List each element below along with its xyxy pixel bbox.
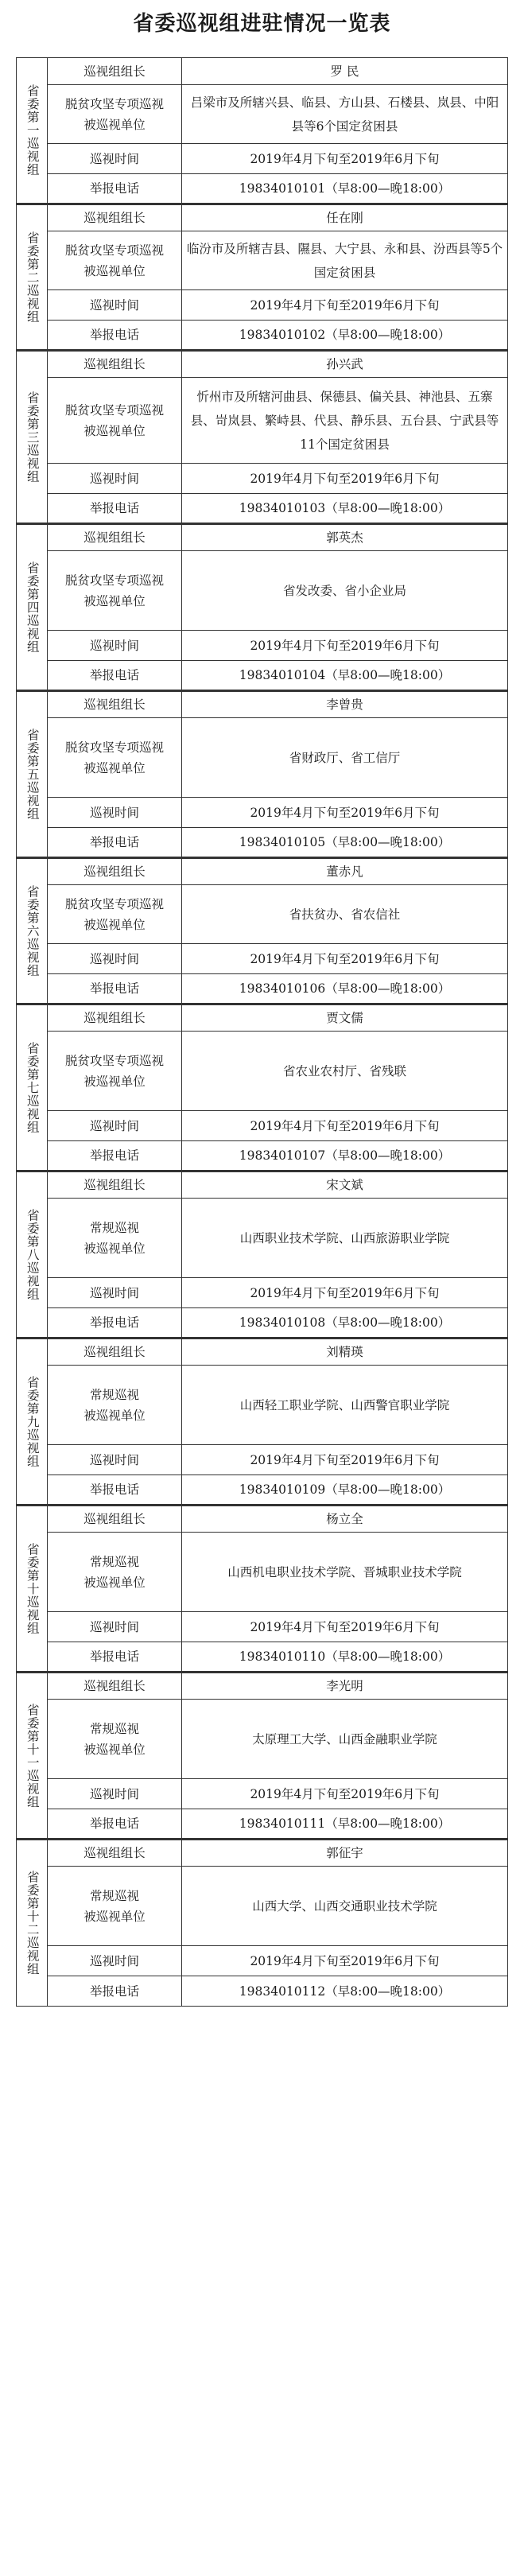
time-value: 2019年4月下旬至2019年6月下旬 bbox=[182, 1612, 508, 1642]
leader-label: 巡视组组长 bbox=[48, 1339, 182, 1366]
leader-value: 杨立全 bbox=[182, 1506, 508, 1533]
units-label: 被巡视单位 bbox=[83, 1408, 146, 1423]
phone-label: 举报电话 bbox=[48, 1809, 182, 1840]
phone-label: 举报电话 bbox=[48, 1475, 182, 1506]
table-row bbox=[17, 1308, 508, 1339]
time-value: 2019年4月下旬至2019年6月下旬 bbox=[182, 1445, 508, 1475]
units-value: 省发改委、省小企业局 bbox=[182, 551, 508, 631]
leader-value: 罗 民 bbox=[182, 58, 508, 85]
phone-value: 19834010106（早8:00—晚18:00） bbox=[182, 974, 508, 1004]
time-value: 2019年4月下旬至2019年6月下旬 bbox=[182, 464, 508, 494]
time-label: 巡视时间 bbox=[48, 464, 182, 494]
phone-value: 19834010109（早8:00—晚18:00） bbox=[182, 1475, 508, 1506]
group-name: 省委第四巡视组 bbox=[25, 561, 40, 654]
table-row bbox=[17, 1506, 508, 1533]
phone-value: 19834010101（早8:00—晚18:00） bbox=[182, 174, 508, 204]
units-value: 省财政厅、省工信厅 bbox=[182, 718, 508, 798]
phone-label: 举报电话 bbox=[48, 828, 182, 858]
inspection-type-label: 脱贫攻坚专项巡视 bbox=[64, 243, 164, 258]
group-name-cell bbox=[17, 1171, 48, 1339]
table-row bbox=[17, 1809, 508, 1840]
units-value: 吕梁市及所辖兴县、临县、方山县、石楼县、岚县、中阳县等6个国定贫困县 bbox=[182, 85, 508, 144]
type-label-cell bbox=[48, 718, 182, 798]
table-row bbox=[17, 798, 508, 828]
type-label-cell bbox=[48, 1533, 182, 1612]
table-row bbox=[17, 378, 508, 464]
table-row bbox=[17, 691, 508, 718]
inspection-type-label: 常规巡视 bbox=[89, 1888, 139, 1903]
time-label: 巡视时间 bbox=[48, 1946, 182, 1976]
type-label-cell bbox=[48, 885, 182, 944]
table-row bbox=[17, 1111, 508, 1141]
table-row bbox=[17, 321, 508, 351]
phone-value: 19834010111（早8:00—晚18:00） bbox=[182, 1809, 508, 1840]
group-name: 省委第五巡视组 bbox=[25, 728, 40, 821]
type-label-cell bbox=[48, 1867, 182, 1946]
leader-label: 巡视组组长 bbox=[48, 1506, 182, 1533]
leader-label: 巡视组组长 bbox=[48, 1840, 182, 1867]
table-row bbox=[17, 1278, 508, 1308]
time-value: 2019年4月下旬至2019年6月下旬 bbox=[182, 1278, 508, 1308]
table-row bbox=[17, 1032, 508, 1111]
phone-value: 19834010112（早8:00—晚18:00） bbox=[182, 1976, 508, 2007]
leader-value: 董赤凡 bbox=[182, 858, 508, 885]
leader-value: 郭英杰 bbox=[182, 524, 508, 551]
table-row bbox=[17, 1700, 508, 1779]
table-row bbox=[17, 1533, 508, 1612]
units-label: 被巡视单位 bbox=[83, 1241, 146, 1256]
inspection-table bbox=[16, 57, 508, 2007]
phone-value: 19834010104（早8:00—晚18:00） bbox=[182, 661, 508, 691]
time-label: 巡视时间 bbox=[48, 1278, 182, 1308]
phone-label: 举报电话 bbox=[48, 1308, 182, 1339]
leader-label: 巡视组组长 bbox=[48, 1171, 182, 1199]
time-value: 2019年4月下旬至2019年6月下旬 bbox=[182, 290, 508, 321]
table-row bbox=[17, 174, 508, 204]
type-label-cell bbox=[48, 1700, 182, 1779]
group-name-cell bbox=[17, 1506, 48, 1673]
phone-label: 举报电话 bbox=[48, 974, 182, 1004]
table-row bbox=[17, 204, 508, 231]
group-name: 省委第十二巡视组 bbox=[25, 1871, 40, 1976]
table-row bbox=[17, 1366, 508, 1445]
group-name-cell bbox=[17, 524, 48, 691]
type-label-cell bbox=[48, 378, 182, 464]
leader-value: 李光明 bbox=[182, 1673, 508, 1700]
time-label: 巡视时间 bbox=[48, 944, 182, 974]
group-name-cell bbox=[17, 204, 48, 351]
phone-label: 举报电话 bbox=[48, 174, 182, 204]
inspection-type-label: 常规巡视 bbox=[89, 1554, 139, 1569]
inspection-type-label: 常规巡视 bbox=[89, 1220, 139, 1235]
leader-label: 巡视组组长 bbox=[48, 858, 182, 885]
group-name-cell bbox=[17, 1673, 48, 1840]
time-value: 2019年4月下旬至2019年6月下旬 bbox=[182, 1946, 508, 1976]
inspection-type-label: 脱贫攻坚专项巡视 bbox=[64, 1053, 164, 1068]
group-name: 省委第二巡视组 bbox=[25, 231, 40, 324]
inspection-type-label: 脱贫攻坚专项巡视 bbox=[64, 573, 164, 588]
table-row bbox=[17, 1171, 508, 1199]
table-row bbox=[17, 464, 508, 494]
time-value: 2019年4月下旬至2019年6月下旬 bbox=[182, 944, 508, 974]
table-row bbox=[17, 1339, 508, 1366]
units-label: 被巡视单位 bbox=[83, 263, 146, 278]
units-label: 被巡视单位 bbox=[83, 1074, 146, 1089]
units-label: 被巡视单位 bbox=[83, 1909, 146, 1924]
table-row bbox=[17, 231, 508, 290]
leader-value: 孙兴武 bbox=[182, 351, 508, 378]
time-value: 2019年4月下旬至2019年6月下旬 bbox=[182, 798, 508, 828]
units-label: 被巡视单位 bbox=[83, 1575, 146, 1590]
units-value: 山西大学、山西交通职业技术学院 bbox=[182, 1867, 508, 1946]
table-row bbox=[17, 631, 508, 661]
group-name: 省委第一巡视组 bbox=[25, 84, 40, 177]
leader-label: 巡视组组长 bbox=[48, 524, 182, 551]
time-label: 巡视时间 bbox=[48, 1445, 182, 1475]
table-body bbox=[17, 58, 508, 2007]
group-name: 省委第三巡视组 bbox=[25, 390, 40, 484]
type-label-cell bbox=[48, 85, 182, 144]
time-label: 巡视时间 bbox=[48, 631, 182, 661]
table-row bbox=[17, 1779, 508, 1809]
inspection-type-label: 脱贫攻坚专项巡视 bbox=[64, 402, 164, 418]
phone-value: 19834010102（早8:00—晚18:00） bbox=[182, 321, 508, 351]
time-label: 巡视时间 bbox=[48, 1612, 182, 1642]
time-value: 2019年4月下旬至2019年6月下旬 bbox=[182, 631, 508, 661]
phone-value: 19834010105（早8:00—晚18:00） bbox=[182, 828, 508, 858]
group-name: 省委第十巡视组 bbox=[25, 1542, 40, 1635]
table-row bbox=[17, 661, 508, 691]
units-value: 太原理工大学、山西金融职业学院 bbox=[182, 1700, 508, 1779]
leader-value: 刘精瑛 bbox=[182, 1339, 508, 1366]
table-row bbox=[17, 1199, 508, 1278]
group-name: 省委第七巡视组 bbox=[25, 1041, 40, 1134]
table-row bbox=[17, 828, 508, 858]
group-name-cell bbox=[17, 351, 48, 524]
table-row bbox=[17, 718, 508, 798]
leader-label: 巡视组组长 bbox=[48, 58, 182, 85]
table-row bbox=[17, 551, 508, 631]
table-row bbox=[17, 1867, 508, 1946]
units-label: 被巡视单位 bbox=[83, 593, 146, 608]
leader-label: 巡视组组长 bbox=[48, 1673, 182, 1700]
leader-label: 巡视组组长 bbox=[48, 691, 182, 718]
table-row bbox=[17, 1612, 508, 1642]
units-value: 山西轻工职业学院、山西警官职业学院 bbox=[182, 1366, 508, 1445]
table-row bbox=[17, 494, 508, 524]
leader-value: 任在刚 bbox=[182, 204, 508, 231]
units-value: 忻州市及所辖河曲县、保德县、偏关县、神池县、五寨县、岢岚县、繁峙县、代县、静乐县、五台县、宁武县等11个国定贫困县 bbox=[182, 378, 508, 464]
units-value: 山西机电职业技术学院、晋城职业技术学院 bbox=[182, 1533, 508, 1612]
inspection-type-label: 脱贫攻坚专项巡视 bbox=[64, 896, 164, 911]
type-label-cell bbox=[48, 231, 182, 290]
units-label: 被巡视单位 bbox=[83, 917, 146, 932]
inspection-type-label: 常规巡视 bbox=[89, 1387, 139, 1402]
table-row bbox=[17, 1946, 508, 1976]
group-name: 省委第六巡视组 bbox=[25, 884, 40, 977]
time-value: 2019年4月下旬至2019年6月下旬 bbox=[182, 1111, 508, 1141]
phone-value: 19834010107（早8:00—晚18:00） bbox=[182, 1141, 508, 1171]
inspection-type-label: 常规巡视 bbox=[89, 1721, 139, 1736]
type-label-cell bbox=[48, 1366, 182, 1445]
group-name-cell bbox=[17, 1004, 48, 1171]
phone-label: 举报电话 bbox=[48, 661, 182, 691]
units-value: 省扶贫办、省农信社 bbox=[182, 885, 508, 944]
table-row bbox=[17, 1642, 508, 1673]
time-label: 巡视时间 bbox=[48, 290, 182, 321]
time-value: 2019年4月下旬至2019年6月下旬 bbox=[182, 144, 508, 174]
table-row bbox=[17, 944, 508, 974]
table-row bbox=[17, 1475, 508, 1506]
phone-label: 举报电话 bbox=[48, 1642, 182, 1673]
time-label: 巡视时间 bbox=[48, 144, 182, 174]
table-row bbox=[17, 1141, 508, 1171]
inspection-type-label: 脱贫攻坚专项巡视 bbox=[64, 740, 164, 755]
time-label: 巡视时间 bbox=[48, 798, 182, 828]
units-label: 被巡视单位 bbox=[83, 760, 146, 775]
units-value: 临汾市及所辖吉县、隰县、大宁县、永和县、汾西县等5个国定贫困县 bbox=[182, 231, 508, 290]
page-title: 省委巡视组进驻情况一览表 bbox=[133, 12, 391, 36]
phone-label: 举报电话 bbox=[48, 1141, 182, 1171]
group-name-cell bbox=[17, 691, 48, 858]
table-row bbox=[17, 85, 508, 144]
table-row bbox=[17, 524, 508, 551]
time-value: 2019年4月下旬至2019年6月下旬 bbox=[182, 1779, 508, 1809]
phone-label: 举报电话 bbox=[48, 321, 182, 351]
table-row bbox=[17, 351, 508, 378]
units-label: 被巡视单位 bbox=[83, 1742, 146, 1757]
leader-label: 巡视组组长 bbox=[48, 204, 182, 231]
time-label: 巡视时间 bbox=[48, 1779, 182, 1809]
units-value: 山西职业技术学院、山西旅游职业学院 bbox=[182, 1199, 508, 1278]
group-name: 省委第十一巡视组 bbox=[25, 1703, 40, 1809]
group-name-cell bbox=[17, 1339, 48, 1506]
table-row bbox=[17, 974, 508, 1004]
phone-value: 19834010110（早8:00—晚18:00） bbox=[182, 1642, 508, 1673]
group-name: 省委第九巡视组 bbox=[25, 1375, 40, 1468]
leader-value: 宋文斌 bbox=[182, 1171, 508, 1199]
group-name-cell bbox=[17, 1840, 48, 2007]
table-row bbox=[17, 58, 508, 85]
leader-value: 贾文儒 bbox=[182, 1004, 508, 1032]
time-label: 巡视时间 bbox=[48, 1111, 182, 1141]
leader-label: 巡视组组长 bbox=[48, 1004, 182, 1032]
phone-value: 19834010108（早8:00—晚18:00） bbox=[182, 1308, 508, 1339]
table-row bbox=[17, 1673, 508, 1700]
phone-label: 举报电话 bbox=[48, 1976, 182, 2007]
table-row bbox=[17, 1004, 508, 1032]
table-row bbox=[17, 858, 508, 885]
leader-value: 郭征宇 bbox=[182, 1840, 508, 1867]
table-row bbox=[17, 1445, 508, 1475]
table-row bbox=[17, 144, 508, 174]
table-row bbox=[17, 290, 508, 321]
table-row bbox=[17, 885, 508, 944]
units-label: 被巡视单位 bbox=[83, 117, 146, 132]
leader-label: 巡视组组长 bbox=[48, 351, 182, 378]
inspection-type-label: 脱贫攻坚专项巡视 bbox=[64, 96, 164, 111]
type-label-cell bbox=[48, 1199, 182, 1278]
units-value: 省农业农村厅、省残联 bbox=[182, 1032, 508, 1111]
group-name-cell bbox=[17, 58, 48, 204]
leader-value: 李曾贵 bbox=[182, 691, 508, 718]
type-label-cell bbox=[48, 1032, 182, 1111]
group-name: 省委第八巡视组 bbox=[25, 1208, 40, 1301]
phone-value: 19834010103（早8:00—晚18:00） bbox=[182, 494, 508, 524]
table-row bbox=[17, 1976, 508, 2007]
table-row bbox=[17, 1840, 508, 1867]
group-name-cell bbox=[17, 858, 48, 1004]
units-label: 被巡视单位 bbox=[83, 423, 146, 438]
phone-label: 举报电话 bbox=[48, 494, 182, 524]
type-label-cell bbox=[48, 551, 182, 631]
